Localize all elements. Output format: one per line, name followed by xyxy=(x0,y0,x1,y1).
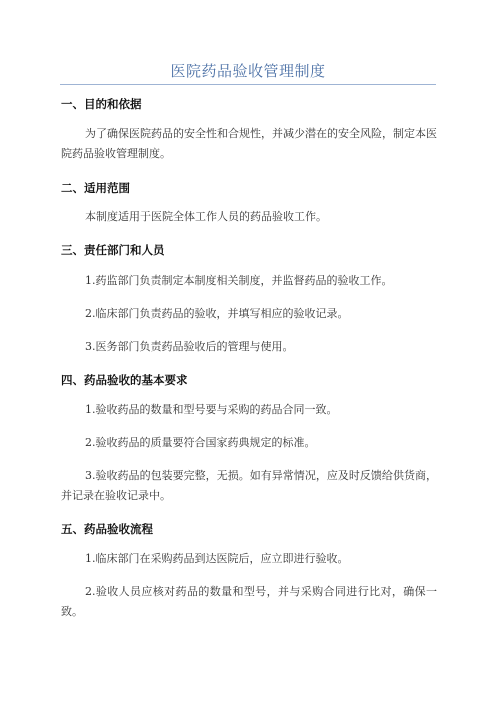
section-heading-process: 五、药品验收流程 xyxy=(61,522,153,536)
paragraph: 1.临床部门在采购药品到达医院后，应立即进行验收。 xyxy=(85,552,349,565)
section-heading-scope: 二、适用范围 xyxy=(61,181,130,195)
paragraph: 1.验收药品的数量和型号要与采购的药品合同一致。 xyxy=(85,403,338,416)
section-heading-requirements: 四、药品验收的基本要求 xyxy=(61,373,188,387)
paragraph: 2.验收人员应核对药品的数量和型号，并与采购合同进行比对，确保一致。 xyxy=(61,585,437,618)
paragraph: 本制度适用于医院全体工作人员的药品验收工作。 xyxy=(85,210,327,223)
section-heading-responsibility: 三、责任部门和人员 xyxy=(61,243,165,257)
paragraph: 2.临床部门负责药品的验收，并填写相应的验收记录。 xyxy=(85,307,349,320)
paragraph: 1.药监部门负责制定本制度相关制度，并监督药品的验收工作。 xyxy=(85,274,393,287)
paragraph: 3.医务部门负责药品验收后的管理与使用。 xyxy=(85,340,294,353)
paragraph: 2.验收药品的质量要符合国家药典规定的标准。 xyxy=(85,436,316,449)
title-divider xyxy=(60,84,436,85)
paragraph: 3.验收药品的包装要完整，无损。如有异常情况，应及时反馈给供货商，并记录在验收记录中。 xyxy=(61,469,437,502)
section-heading-purpose: 一、目的和依据 xyxy=(61,97,142,111)
paragraph: 为了确保医院药品的安全性和合规性，并减少潜在的安全风险，制定本医院药品验收管理制度。 xyxy=(61,127,437,160)
document-title: 医院药品验收管理制度 xyxy=(170,62,326,80)
